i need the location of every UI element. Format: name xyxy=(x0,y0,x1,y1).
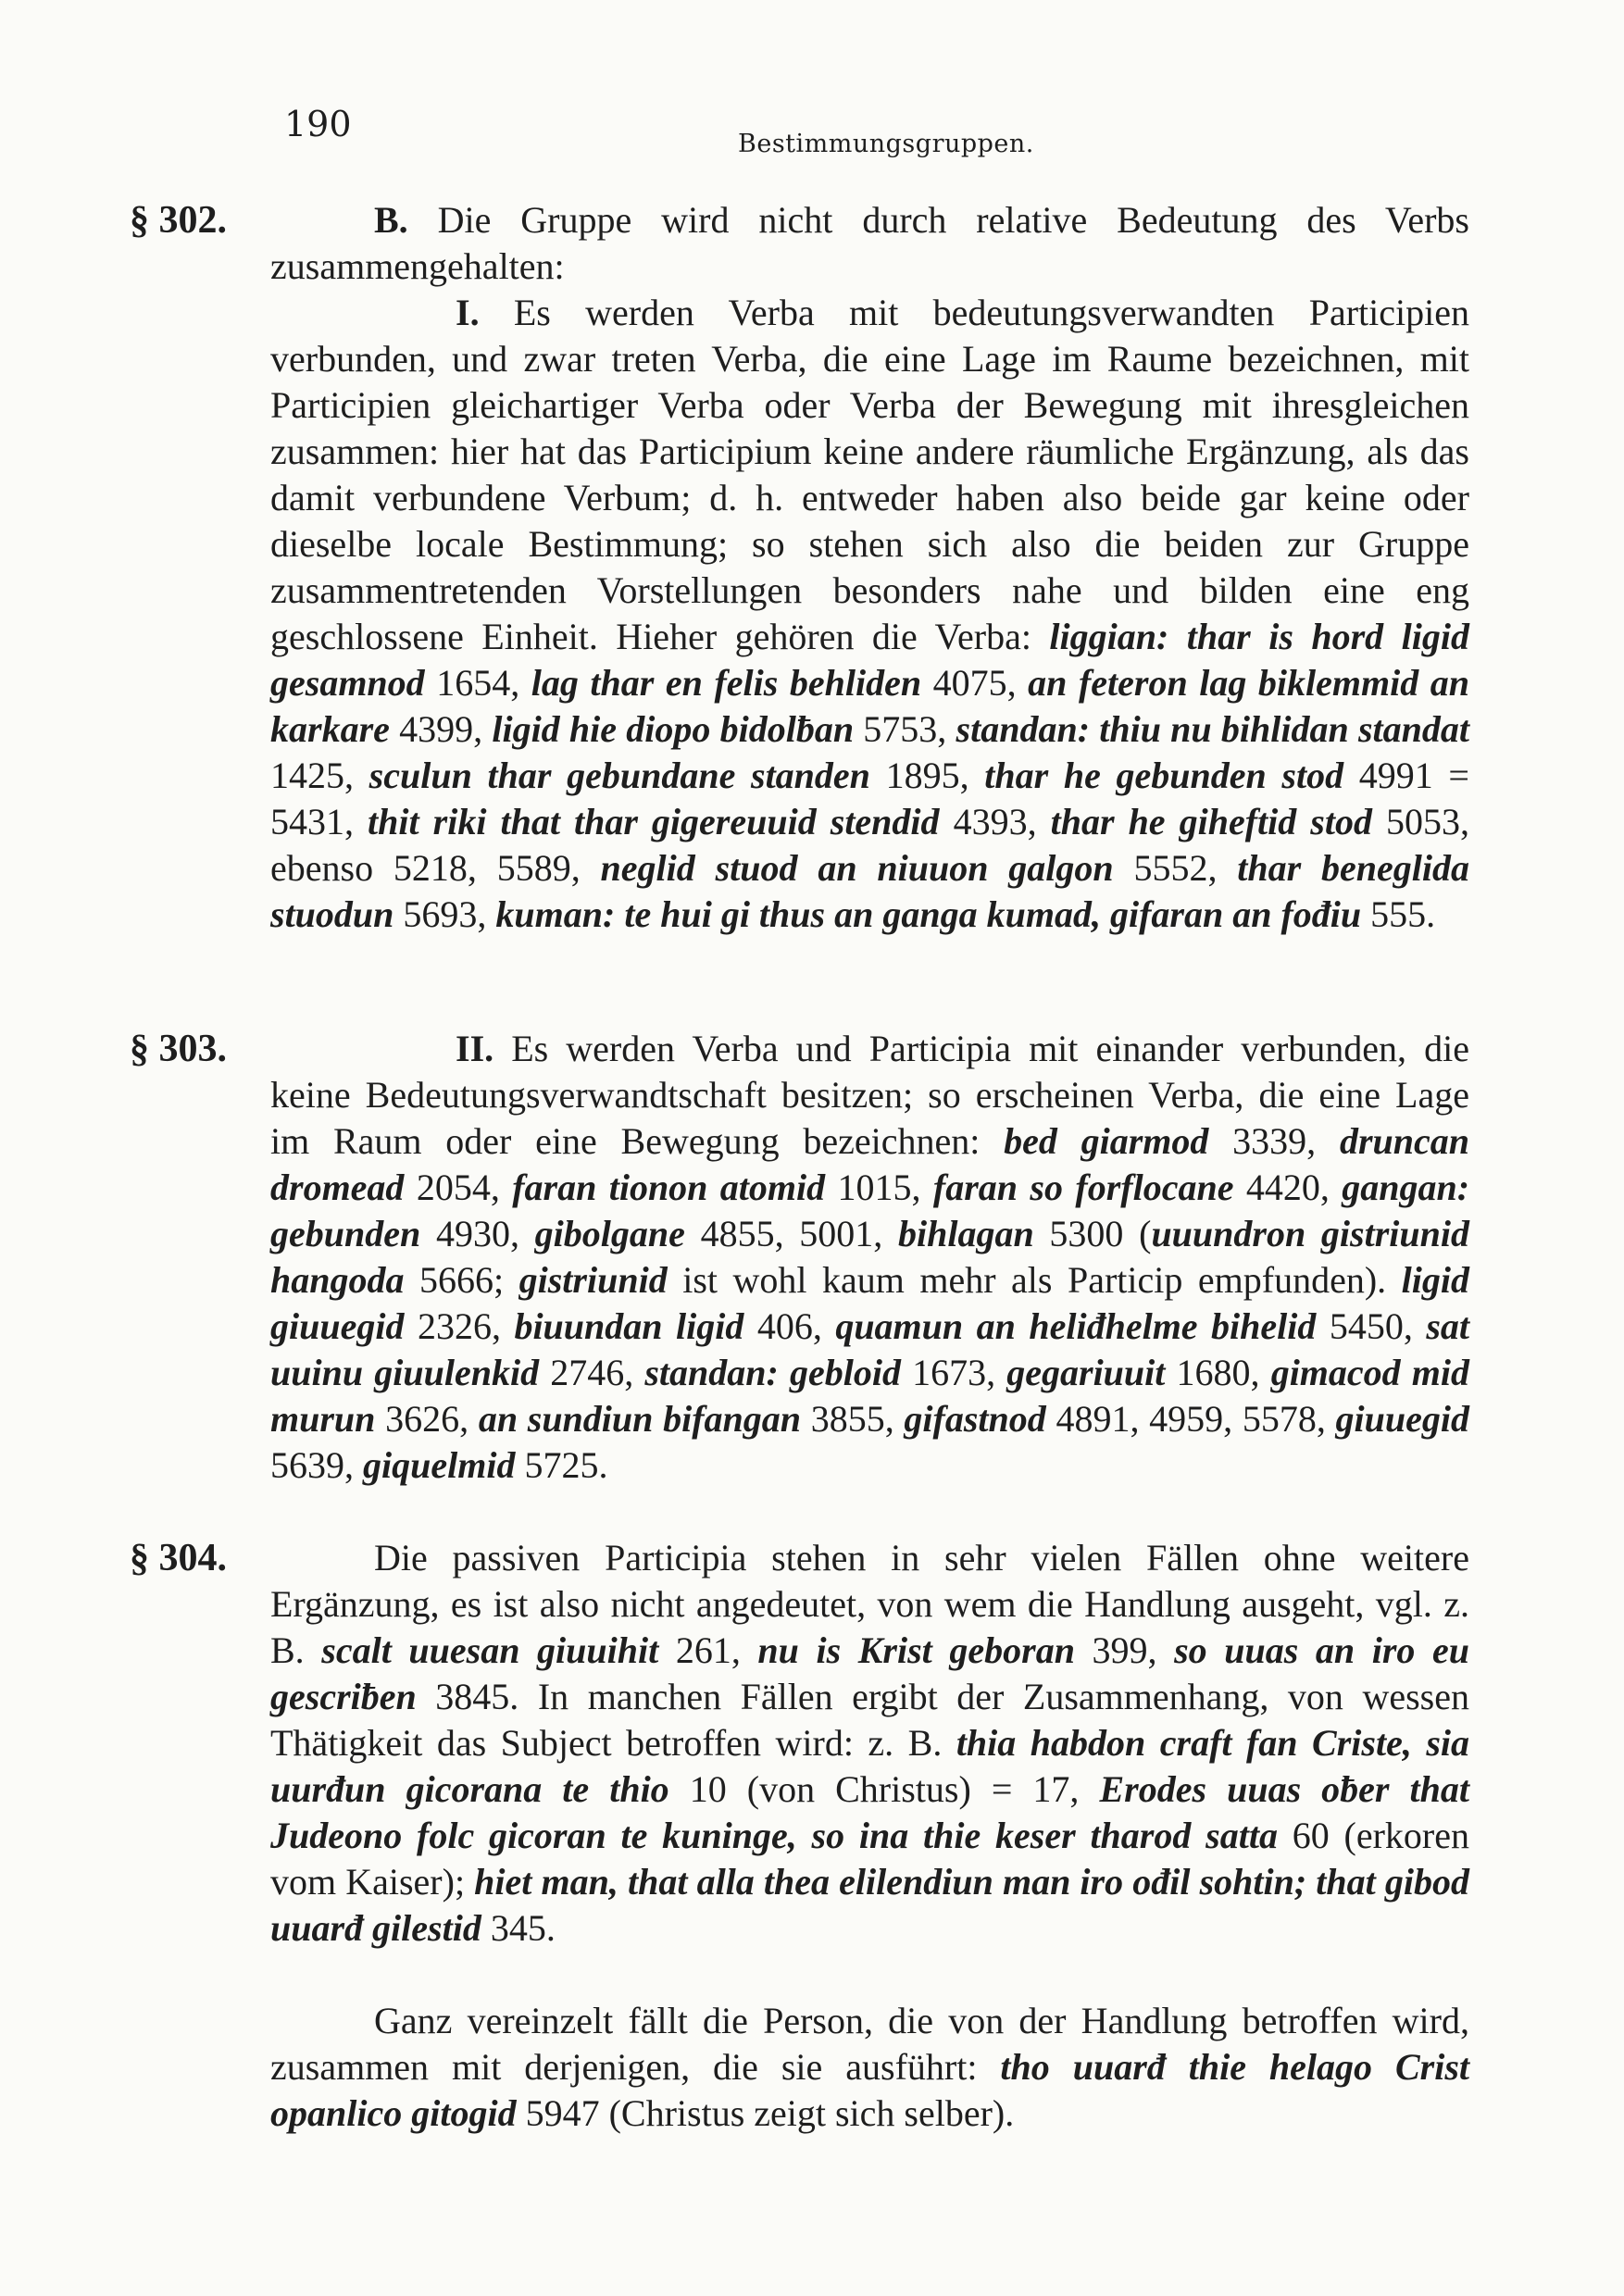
body-text: 10 (von Christus) = 17, xyxy=(668,1768,1100,1810)
quoted-text: gifastnod xyxy=(904,1398,1046,1440)
quoted-text: an sundiun bifangan xyxy=(478,1398,802,1440)
body-text: 345. xyxy=(481,1907,556,1949)
quoted-text: thar he gebunden stod xyxy=(984,755,1344,796)
body-text: 5947 (Christus zeigt sich selber). xyxy=(516,2092,1015,2134)
body-text: 2054, xyxy=(404,1167,513,1208)
quoted-text: faran tionon atomid xyxy=(512,1167,826,1208)
quoted-text: gangan: gebunden xyxy=(270,1167,1470,1254)
quoted-text: neglid stuod an niuuon galgon xyxy=(600,847,1114,889)
quoted-text: bed giarmod xyxy=(1004,1120,1209,1162)
quoted-text: thar he giheftid stod xyxy=(1050,801,1372,842)
quoted-text: standan: gebloid xyxy=(644,1352,901,1393)
body-text: 5666; xyxy=(404,1259,519,1301)
quoted-text: kuman: te hui gi thus an ganga kumad, gifaran an fođiu xyxy=(495,893,1362,935)
quoted-text: quamun an heliđhelme bihelid xyxy=(835,1305,1317,1347)
body-text: ist wohl kaum mehr als Particip empfunden). xyxy=(667,1259,1402,1301)
body-text: 5639, xyxy=(270,1444,363,1486)
body-text: 5725. xyxy=(515,1444,608,1486)
section-mark-303: § 303. xyxy=(130,1028,227,1070)
paragraph-304-second xyxy=(270,1998,1469,2137)
quoted-text: liggian: thar is hord ligid gesamnod xyxy=(270,616,1469,704)
body-text: 4891, 4959, 5578, xyxy=(1045,1398,1336,1440)
body-text: 1673, xyxy=(900,1352,1007,1393)
paragraph-lead: B. xyxy=(374,199,408,241)
body-text: 3626, xyxy=(375,1398,479,1440)
page-header xyxy=(284,104,1340,159)
quoted-text: scalt uuesan giuuihit xyxy=(321,1629,659,1671)
body-text: 5053, ebenso 5218, 5589, xyxy=(270,801,1469,889)
paragraph-304-main xyxy=(270,1535,1469,1952)
quoted-text: gegariuuit xyxy=(1006,1352,1166,1393)
body-text: 60 (erkoren vom Kaiser); xyxy=(270,1815,1469,1903)
body-text: 4420, xyxy=(1233,1167,1343,1208)
body-text: Ganz vereinzelt fällt die Person, die von der Handlung betroffen wird, zusammen mit derjenigen, die sie ausführt: xyxy=(270,2000,1469,2088)
quoted-text: faran so forflocane xyxy=(932,1167,1234,1208)
quoted-text: giquelmid xyxy=(363,1444,516,1486)
body-text: 1015, xyxy=(825,1167,933,1208)
body-text: 1425, xyxy=(270,755,369,796)
body-text: Es werden Verba und Participia mit einander verbunden, die keine Bedeutungsverwandtschaft besitzen; so erscheinen Verba, die eine Lage im Raum oder eine Bewegung bezeichnen: xyxy=(270,1028,1469,1162)
paragraph-303-II xyxy=(270,1026,1469,1489)
body-text: 2326, xyxy=(404,1305,515,1347)
body-text: 4393, xyxy=(939,801,1051,842)
quoted-text: gibolgane xyxy=(534,1213,685,1254)
quoted-text: so uuas an iro eu gescriƀen xyxy=(270,1629,1469,1717)
body-text: Es werden Verba mit bedeutungsverwandten Participien verbunden, und zwar treten Verba, die eine Lage im Raume bezeichnen, mit Participien gleichartiger Verba oder Verba der Bewegung mit ihresgleichen zusammen: hier hat das Participium keine andere räumliche Ergänzung, als das damit verbundene Verbum; d. h. entweder haben also beide gar keine oder dieselbe locale Bestimmung; so stehen sich also die beiden zur Gruppe zusammentretenden Vorstellungen besonders nahe und bilden eine eng geschlossene Einheit. Hieher gehören die Verba: xyxy=(270,292,1469,657)
body-text: 1680, xyxy=(1165,1352,1271,1393)
quoted-text: druncan dromead xyxy=(270,1120,1470,1208)
body-text: Die passiven Participia stehen in sehr vielen Fällen ohne weitere Ergänzung, es ist also nicht angedeutet, von wem die Handlung ausgeht, vgl. z. B. xyxy=(270,1537,1469,1671)
body-text: 5300 ( xyxy=(1033,1213,1152,1254)
quoted-text: thia habdon craft fan Criste, sia uurđun gicorana te thio xyxy=(270,1722,1469,1810)
body-text: 4075, xyxy=(921,662,1029,704)
body-text: Die Gruppe wird nicht durch relative Bedeutung des Verbs zusammengehalten: xyxy=(270,199,1469,287)
paragraph-lead: II. xyxy=(456,1028,494,1069)
quoted-text: giuuegid xyxy=(1335,1398,1470,1440)
quoted-text: sculun thar gebundane standen xyxy=(369,755,870,796)
quoted-text: lag thar en felis behliden xyxy=(531,662,922,704)
body-text: 555. xyxy=(1361,893,1436,935)
body-text: 5693, xyxy=(394,893,496,935)
body-text: 5552, xyxy=(1113,847,1238,889)
body-text: 3855, xyxy=(801,1398,905,1440)
body-text: 4855, 5001, xyxy=(684,1213,898,1254)
body-text: 4991 = 5431, xyxy=(270,755,1469,842)
paragraph-302-I xyxy=(270,290,1469,938)
body-text: 4399, xyxy=(389,708,493,750)
body-text: 399, xyxy=(1074,1629,1175,1671)
quoted-text: tho uuarđ thie helago Crist opanlico gitogid xyxy=(270,2046,1470,2134)
quoted-text: standan: thiu nu bihlidan standat xyxy=(956,708,1469,750)
quoted-text: uuundron gistriunid hangoda xyxy=(270,1213,1470,1301)
quoted-text: ligid hie diopo bidolƀan xyxy=(492,708,855,750)
quoted-text: thar beneglida stuodun xyxy=(270,847,1470,935)
paragraph-302-intro xyxy=(270,197,1469,290)
body-text: 2746, xyxy=(539,1352,645,1393)
quoted-text: thit riki that thar gigereuuid stendid xyxy=(368,801,940,842)
body-text: 406, xyxy=(743,1305,836,1347)
section-mark-304: § 304. xyxy=(130,1537,227,1579)
quoted-text: gistriunid xyxy=(518,1259,668,1301)
body-text: 1895, xyxy=(869,755,985,796)
quoted-text: Erodes uuas oƀer that Judeono folc gicoran te kuninge, so ina thie keser tharod satta xyxy=(270,1768,1469,1856)
quoted-text: ligid giuuegid xyxy=(270,1259,1469,1347)
page-number: 190 xyxy=(284,104,352,144)
body-text: 3339, xyxy=(1208,1120,1340,1162)
quoted-text: nu is Krist geboran xyxy=(757,1629,1075,1671)
section-mark-302: § 302. xyxy=(130,199,227,242)
body-text: 5753, xyxy=(854,708,956,750)
quoted-text: hiet man, that alla thea elilendiun man iro ođil sohtin; that gibod uuarđ gilestid xyxy=(270,1861,1469,1949)
body-text: 4930, xyxy=(420,1213,535,1254)
body-text: 1654, xyxy=(424,662,531,704)
quoted-text: an feteron lag biklemmid an karkare xyxy=(270,662,1470,750)
body-text: 261, xyxy=(658,1629,758,1671)
quoted-text: sat uuinu giuulenkid xyxy=(270,1305,1470,1393)
running-head: Bestimmungsgruppen. xyxy=(738,130,1034,158)
body-text: 5450, xyxy=(1316,1305,1427,1347)
body-text: 3845. In manchen Fällen ergibt der Zusammenhang, von wessen Thätigkeit das Subject betroffen wird: z. B. xyxy=(270,1676,1469,1764)
quoted-text: gimacod mid murun xyxy=(270,1352,1470,1440)
paragraph-lead: I. xyxy=(456,292,480,333)
quoted-text: biuundan ligid xyxy=(514,1305,744,1347)
quoted-text: bihlagan xyxy=(898,1213,1034,1254)
